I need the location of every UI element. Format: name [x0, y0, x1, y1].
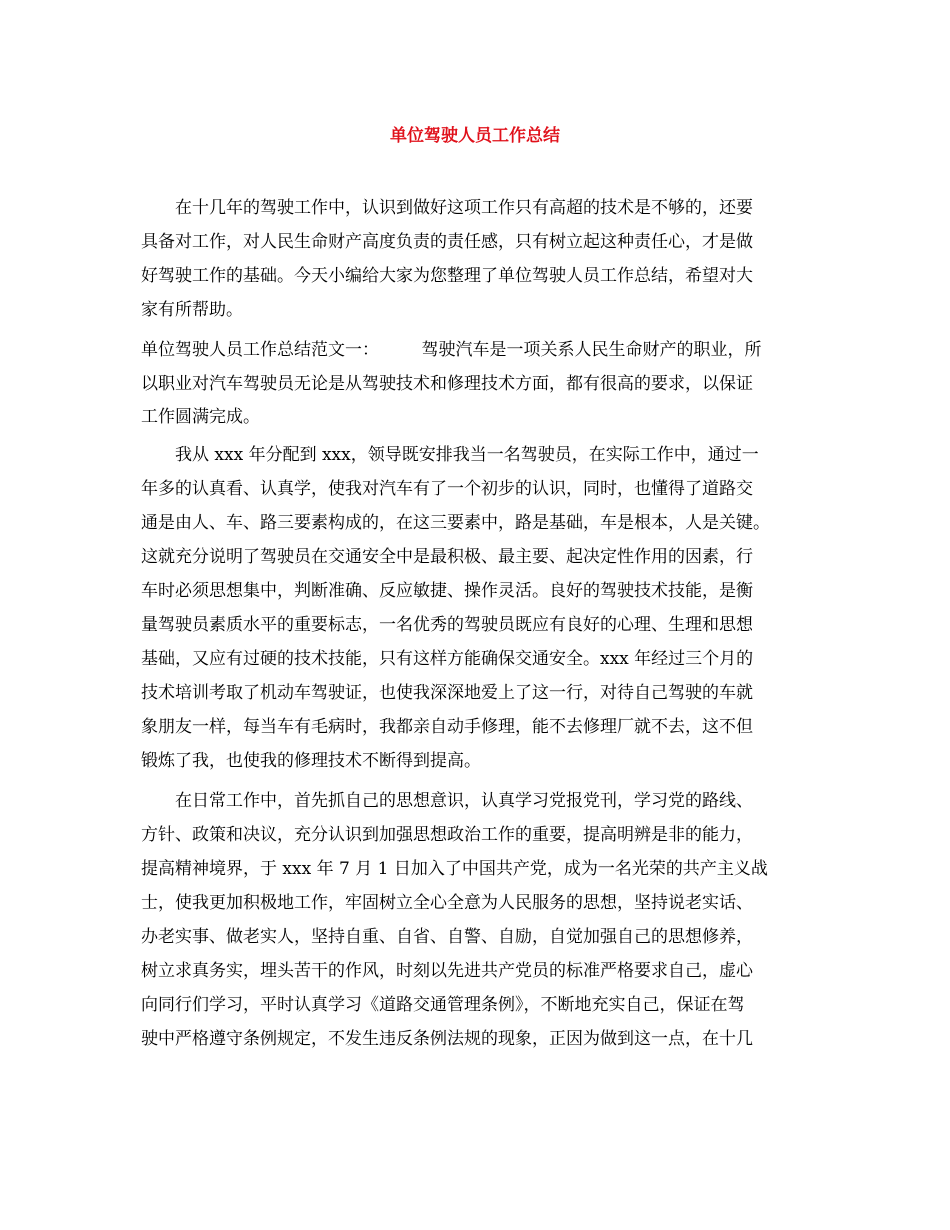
- body-line: 工作圆满完成。: [141, 407, 260, 427]
- body-line: 量驾驶员素质水平的重要标志，一名优秀的驾驶员既应有良好的心理、生理和思想: [141, 615, 753, 635]
- body-line: 好驾驶工作的基础。今天小编给大家为您整理了单位驾驶人员工作总结，希望对大: [141, 266, 753, 286]
- body-line: 基础，又应有过硬的技术技能，只有这样方能确保交通安全。xxx 年经过三个月的: [141, 649, 754, 669]
- body-line: 车时必须思想集中，判断准确、反应敏捷、操作灵活。良好的驾驶技术技能，是衡: [141, 581, 753, 601]
- body-line: 士，使我更加积极地工作，牢固树立全心全意为人民服务的思想，坚持说老实话、: [141, 893, 753, 913]
- body-line: 单位驾驶人员工作总结范文一： 驾驶汽车是一项关系人民生命财产的职业，所: [141, 340, 762, 360]
- body-line: 驶中严格遵守条例规定，不发生违反条例法规的现象，正因为做到这一点，在十几: [141, 1029, 753, 1049]
- body-line: 具备对工作，对人民生命财产高度负责的责任感，只有树立起这种责任心，才是做: [141, 232, 753, 252]
- body-line: 办老实事、做老实人，坚持自重、自省、自警、自励，自觉加强自己的思想修养，: [141, 927, 753, 947]
- document-title: 单位驾驶人员工作总结: [390, 126, 560, 146]
- body-line: 树立求真务实，埋头苦干的作风，时刻以先进共产党员的标准严格要求自己，虚心: [141, 961, 753, 981]
- body-line: 锻炼了我，也使我的修理技术不断得到提高。: [141, 751, 481, 771]
- body-line: 通是由人、车、路三要素构成的，在这三要素中，路是基础，车是根本，人是关键。: [141, 513, 770, 533]
- body-line: 在十几年的驾驶工作中，认识到做好这项工作只有高超的技术是不够的，还要: [141, 198, 753, 218]
- body-line: 以职业对汽车驾驶员无论是从驾驶技术和修理技术方面，都有很高的要求，以保证: [141, 374, 753, 394]
- body-line: 年多的认真看、认真学，使我对汽车有了一个初步的认识，同时，也懂得了道路交: [141, 479, 753, 499]
- body-line: 家有所帮助。: [141, 300, 243, 320]
- body-line: 象朋友一样，每当车有毛病时，我都亲自动手修理，能不去修理厂就不去，这不但: [141, 717, 753, 737]
- body-line: 在日常工作中，首先抓自己的思想意识，认真学习党报党刊，学习党的路线、: [141, 791, 753, 811]
- body-line: 方针、政策和决议，充分认识到加强思想政治工作的重要，提高明辨是非的能力，: [141, 825, 753, 845]
- body-line: 提高精神境界，于 xxx 年 7 月 1 日加入了中国共产党，成为一名光荣的共产主义战: [141, 859, 768, 879]
- body-line: 我从 xxx 年分配到 xxx，领导既安排我当一名驾驶员，在实际工作中，通过一: [141, 445, 759, 465]
- body-line: 技术培训考取了机动车驾驶证，也使我深深地爱上了这一行，对待自己驾驶的车就: [141, 683, 753, 703]
- body-line: 这就充分说明了驾驶员在交通安全中是最积极、最主要、起决定性作用的因素，行: [141, 547, 753, 567]
- body-line: 向同行们学习，平时认真学习《道路交通管理条例》，不断地充实自己，保证在驾: [141, 995, 745, 1015]
